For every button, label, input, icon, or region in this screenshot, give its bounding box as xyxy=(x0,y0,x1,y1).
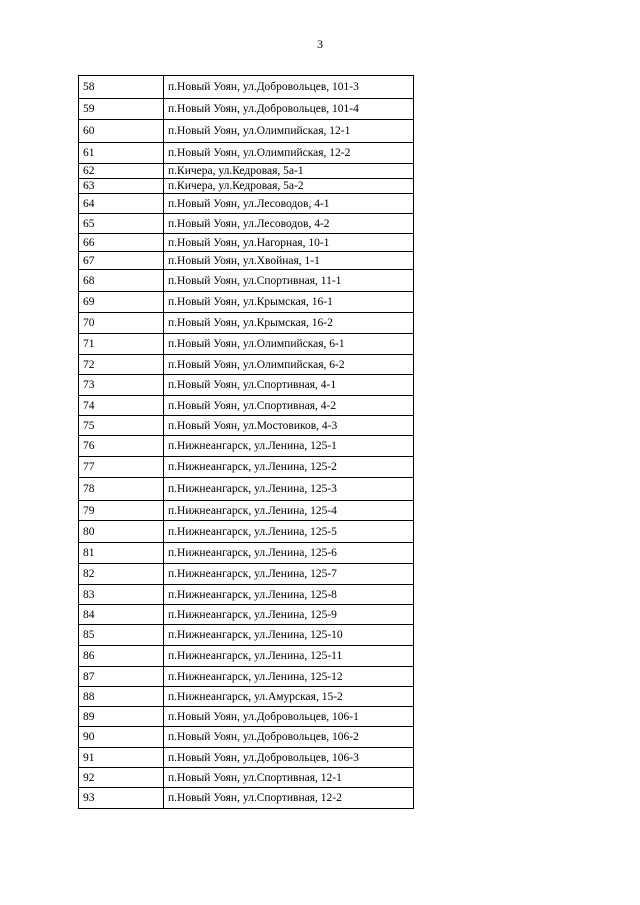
row-address-cell: п.Новый Уоян, ул.Добровольцев, 101-3 xyxy=(164,76,414,99)
row-number-cell: 81 xyxy=(79,543,164,564)
row-address-cell: п.Нижнеангарск, ул.Ленина, 125-10 xyxy=(164,625,414,646)
row-number-cell: 70 xyxy=(79,313,164,334)
row-number-cell: 58 xyxy=(79,76,164,99)
row-number-cell: 68 xyxy=(79,270,164,292)
row-address-cell: п.Новый Уоян, ул.Спортивная, 4-1 xyxy=(164,375,414,396)
row-number-cell: 75 xyxy=(79,416,164,436)
row-number-cell: 86 xyxy=(79,646,164,667)
row-address-cell: п.Новый Уоян, ул.Олимпийская, 12-2 xyxy=(164,143,414,164)
row-address-cell: п.Нижнеангарск, ул.Ленина, 125-7 xyxy=(164,564,414,585)
row-address-cell: п.Нижнеангарск, ул.Ленина, 125-6 xyxy=(164,543,414,564)
table-row xyxy=(79,501,414,521)
row-number-cell: 93 xyxy=(79,788,164,809)
row-number-cell: 77 xyxy=(79,457,164,478)
table-row xyxy=(79,748,414,768)
row-number-cell: 85 xyxy=(79,625,164,646)
row-number-cell: 89 xyxy=(79,707,164,727)
table-row xyxy=(79,585,414,605)
row-address-cell: п.Новый Уоян, ул.Олимпийская, 12-1 xyxy=(164,120,414,143)
table-row xyxy=(79,334,414,355)
table-row xyxy=(79,436,414,457)
row-number-cell: 88 xyxy=(79,687,164,707)
row-number-cell: 73 xyxy=(79,375,164,396)
table-row xyxy=(79,76,414,99)
row-address-cell: п.Новый Уоян, ул.Спортивная, 4-2 xyxy=(164,396,414,416)
row-address-cell: п.Новый Уоян, ул.Олимпийская, 6-1 xyxy=(164,334,414,355)
row-number-cell: 90 xyxy=(79,727,164,748)
page-number: 3 xyxy=(317,37,323,51)
table-row xyxy=(79,707,414,727)
table-row xyxy=(79,252,414,270)
row-number-cell: 71 xyxy=(79,334,164,355)
row-number-cell: 76 xyxy=(79,436,164,457)
table-row xyxy=(79,214,414,234)
row-address-cell: п.Новый Уоян, ул.Добровольцев, 106-1 xyxy=(164,707,414,727)
address-table-body xyxy=(79,76,414,809)
row-number-cell: 72 xyxy=(79,355,164,375)
row-number-cell: 65 xyxy=(79,214,164,234)
row-number-cell: 64 xyxy=(79,194,164,214)
row-address-cell: п.Нижнеангарск, ул.Ленина, 125-11 xyxy=(164,646,414,667)
row-address-cell: п.Новый Уоян, ул.Спортивная, 12-2 xyxy=(164,788,414,809)
row-address-cell: п.Новый Уоян, ул.Крымская, 16-2 xyxy=(164,313,414,334)
table-row xyxy=(79,521,414,543)
row-number-cell: 60 xyxy=(79,120,164,143)
row-address-cell: п.Новый Уоян, ул.Спортивная, 12-1 xyxy=(164,768,414,788)
row-address-cell: п.Кичера, ул.Кедровая, 5а-2 xyxy=(164,179,414,194)
row-address-cell: п.Нижнеангарск, ул.Ленина, 125-8 xyxy=(164,585,414,605)
row-address-cell: п.Новый Уоян, ул.Добровольцев, 106-2 xyxy=(164,727,414,748)
row-address-cell: п.Новый Уоян, ул.Олимпийская, 6-2 xyxy=(164,355,414,375)
row-number-cell: 79 xyxy=(79,501,164,521)
table-row xyxy=(79,120,414,143)
table-row xyxy=(79,625,414,646)
row-number-cell: 83 xyxy=(79,585,164,605)
row-address-cell: п.Новый Уоян, ул.Нагорная, 10-1 xyxy=(164,234,414,252)
row-number-cell: 80 xyxy=(79,521,164,543)
table-row xyxy=(79,99,414,120)
table-row xyxy=(79,164,414,179)
row-number-cell: 66 xyxy=(79,234,164,252)
table-row xyxy=(79,687,414,707)
table-row xyxy=(79,292,414,313)
row-address-cell: п.Новый Уоян, ул.Добровольцев, 101-4 xyxy=(164,99,414,120)
table-row xyxy=(79,667,414,687)
row-number-cell: 63 xyxy=(79,179,164,194)
row-address-cell: п.Новый Уоян, ул.Добровольцев, 106-3 xyxy=(164,748,414,768)
table-row xyxy=(79,143,414,164)
table-row xyxy=(79,355,414,375)
row-number-cell: 62 xyxy=(79,164,164,179)
row-address-cell: п.Нижнеангарск, ул.Ленина, 125-1 xyxy=(164,436,414,457)
row-address-cell: п.Кичера, ул.Кедровая, 5а-1 xyxy=(164,164,414,179)
row-number-cell: 82 xyxy=(79,564,164,585)
table-row xyxy=(79,727,414,748)
row-address-cell: п.Нижнеангарск, ул.Амурская, 15-2 xyxy=(164,687,414,707)
row-address-cell: п.Нижнеангарск, ул.Ленина, 125-5 xyxy=(164,521,414,543)
row-number-cell: 78 xyxy=(79,478,164,501)
table-row xyxy=(79,416,414,436)
address-table xyxy=(78,75,414,809)
table-row xyxy=(79,179,414,194)
row-number-cell: 91 xyxy=(79,748,164,768)
row-number-cell: 67 xyxy=(79,252,164,270)
row-address-cell: п.Новый Уоян, ул.Хвойная, 1-1 xyxy=(164,252,414,270)
row-address-cell: п.Нижнеангарск, ул.Ленина, 125-2 xyxy=(164,457,414,478)
table-row xyxy=(79,396,414,416)
table-row xyxy=(79,375,414,396)
row-number-cell: 69 xyxy=(79,292,164,313)
row-address-cell: п.Новый Уоян, ул.Крымская, 16-1 xyxy=(164,292,414,313)
row-address-cell: п.Новый Уоян, ул.Лесоводов, 4-1 xyxy=(164,194,414,214)
row-number-cell: 92 xyxy=(79,768,164,788)
row-number-cell: 59 xyxy=(79,99,164,120)
table-row xyxy=(79,194,414,214)
row-address-cell: п.Нижнеангарск, ул.Ленина, 125-12 xyxy=(164,667,414,687)
table-row xyxy=(79,543,414,564)
table-row xyxy=(79,313,414,334)
row-address-cell: п.Нижнеангарск, ул.Ленина, 125-3 xyxy=(164,478,414,501)
row-address-cell: п.Новый Уоян, ул.Мостовиков, 4-3 xyxy=(164,416,414,436)
row-address-cell: п.Новый Уоян, ул.Спортивная, 11-1 xyxy=(164,270,414,292)
row-address-cell: п.Нижнеангарск, ул.Ленина, 125-4 xyxy=(164,501,414,521)
table-row xyxy=(79,788,414,809)
row-number-cell: 74 xyxy=(79,396,164,416)
row-number-cell: 87 xyxy=(79,667,164,687)
table-row xyxy=(79,457,414,478)
table-row xyxy=(79,605,414,625)
table-row xyxy=(79,768,414,788)
table-row xyxy=(79,478,414,501)
table-row xyxy=(79,564,414,585)
row-number-cell: 84 xyxy=(79,605,164,625)
row-number-cell: 61 xyxy=(79,143,164,164)
table-row xyxy=(79,646,414,667)
row-address-cell: п.Нижнеангарск, ул.Ленина, 125-9 xyxy=(164,605,414,625)
table-row xyxy=(79,270,414,292)
row-address-cell: п.Новый Уоян, ул.Лесоводов, 4-2 xyxy=(164,214,414,234)
table-row xyxy=(79,234,414,252)
